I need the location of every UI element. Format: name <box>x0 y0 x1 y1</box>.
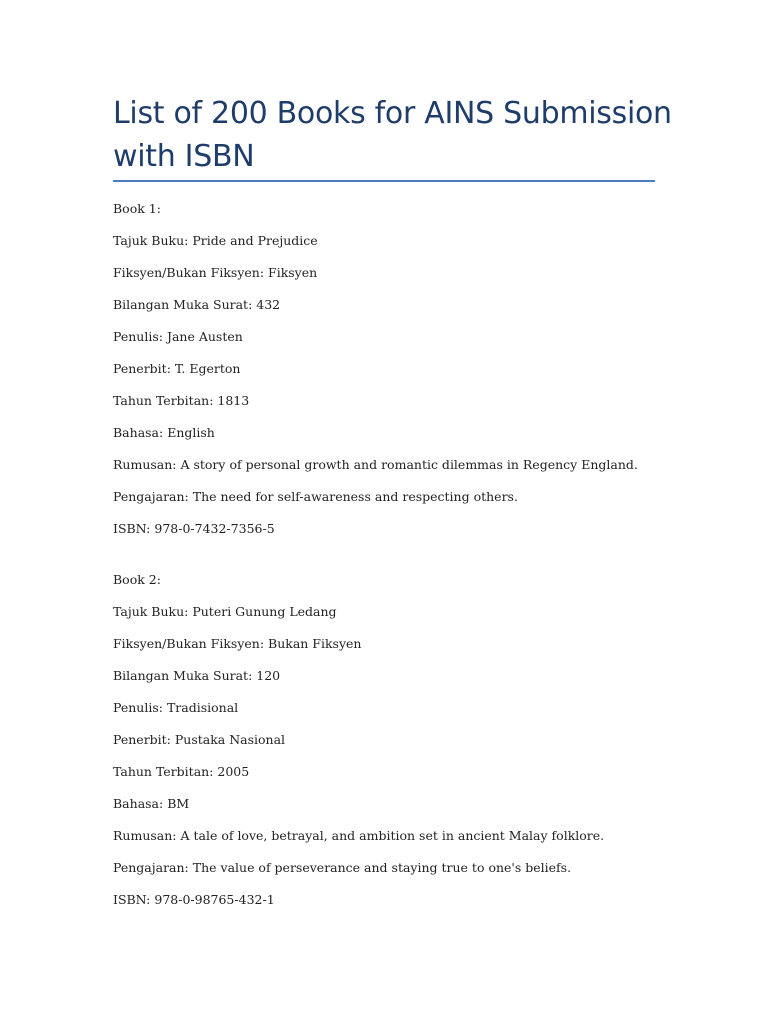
book-pages-field: Bilangan Muka Surat: 432 <box>113 297 281 312</box>
book-language-field: Bahasa: English <box>113 425 215 440</box>
book-heading: Book 1: <box>113 201 161 216</box>
book-author-field: Penulis: Jane Austen <box>113 329 243 344</box>
book-isbn-field: ISBN: 978-0-7432-7356-5 <box>113 521 275 536</box>
book-year-field: Tahun Terbitan: 1813 <box>113 393 250 408</box>
book-year-field: Tahun Terbitan: 2005 <box>113 764 250 779</box>
book-entry <box>113 200 693 552</box>
book-pages-field: Bilangan Muka Surat: 120 <box>113 668 281 683</box>
title-underline <box>113 180 655 182</box>
book-lesson-field: Pengajaran: The need for self-awareness and respecting others. <box>113 489 518 504</box>
book-summary-field: Rumusan: A story of personal growth and romantic dilemmas in Regency England. <box>113 457 638 472</box>
book-title-field: Tajuk Buku: Puteri Gunung Ledang <box>113 604 337 619</box>
book-language-field: Bahasa: BM <box>113 796 190 811</box>
book-publisher-field: Penerbit: T. Egerton <box>113 361 241 376</box>
book-author-field: Penulis: Tradisional <box>113 700 239 715</box>
book-entry <box>113 571 693 923</box>
book-isbn-field: ISBN: 978-0-98765-432-1 <box>113 892 275 907</box>
book-summary-field: Rumusan: A tale of love, betrayal, and ambition set in ancient Malay folklore. <box>113 828 605 843</box>
book-heading: Book 2: <box>113 572 161 587</box>
page-title: List of 200 Books for AINS Submission with ISBN <box>113 96 672 174</box>
book-title-field: Tajuk Buku: Pride and Prejudice <box>113 233 318 248</box>
book-lesson-field: Pengajaran: The value of perseverance and staying true to one's beliefs. <box>113 860 572 875</box>
book-genre-field: Fiksyen/Bukan Fiksyen: Fiksyen <box>113 265 318 280</box>
book-publisher-field: Penerbit: Pustaka Nasional <box>113 732 286 747</box>
book-genre-field: Fiksyen/Bukan Fiksyen: Bukan Fiksyen <box>113 636 362 651</box>
